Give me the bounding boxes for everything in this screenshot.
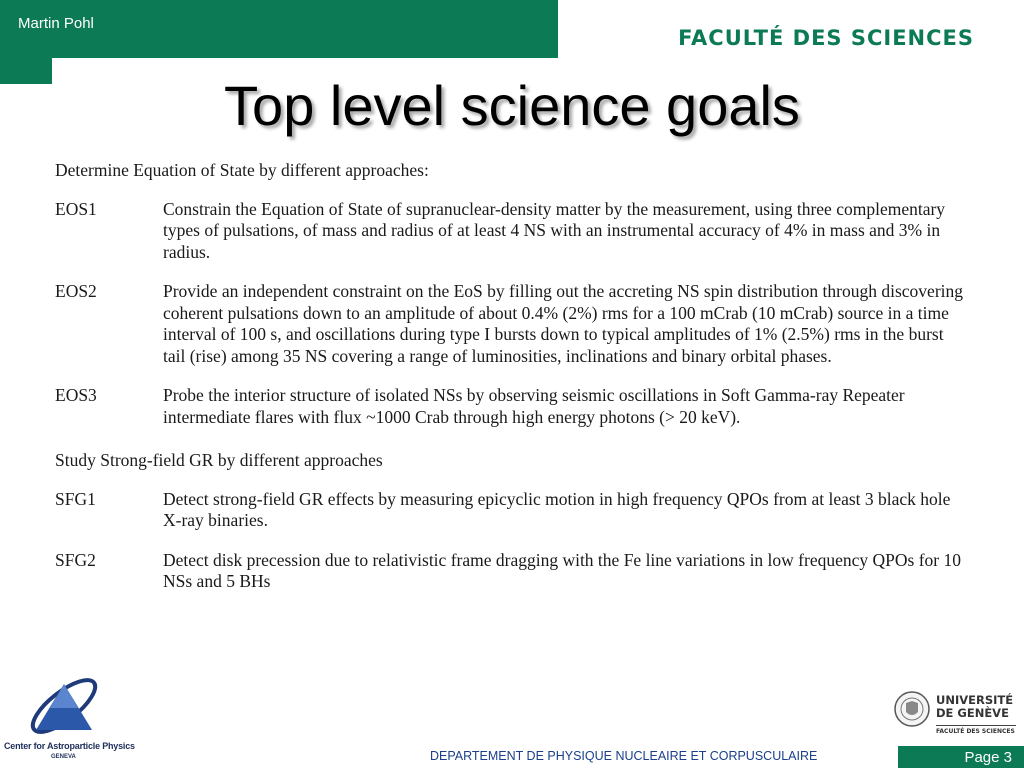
goal-text: Constrain the Equation of State of supranuclear-density matter by the measurement, using three complementary types of pulsations, of mass and radius of at least 4 NS with an instrumental accuracy of 4% in mass and 3% in radius. (163, 198, 946, 262)
section-heading-eos: Determine Equation of State by different approaches: (55, 160, 429, 180)
slide-content (55, 160, 975, 593)
goal-code: SFG1 (55, 488, 96, 509)
goal-row-sfg2 (55, 550, 975, 593)
goal-code: EOS1 (55, 198, 97, 219)
slide-title: Top level science goals (224, 74, 800, 137)
goal-text: Provide an independent constraint on the EoS by filling out the accreting NS spin distribution through discovering coherent pulsations down to an amplitude of about 0.4% (2%) rms for a 100 mCrab (10 mCrab) source in a time interval of 100 s, and oscillations during type I bursts down to typical amplitudes of 1% (2.5%) rms in the burst tail (rise) among 35 NS covering a range of luminosities, inclinations and binary orbital phases. (163, 281, 964, 366)
page-number: Page 3 (964, 749, 1012, 766)
unige-faculty: FACULTÉ DES SCIENCES (936, 728, 1015, 735)
department-name: DEPARTEMENT DE PHYSIQUE NUCLEAIRE ET CORPUSCULAIRE (430, 749, 818, 763)
goal-text: Detect disk precession due to relativistic frame dragging with the Fe line variations in low frequency QPOs for 10 NSs and 5 BHs (163, 549, 961, 591)
section-heading-gr: Study Strong-field GR by different approaches (55, 450, 383, 470)
goal-text: Probe the interior structure of isolated NSs by observing seismic oscillations in Soft Gamma-ray Repeater intermediate flares with flux ~1000 Crab through high energy photons (> 20 keV). (163, 385, 905, 427)
unige-line1: UNIVERSITÉ (936, 693, 1014, 707)
cap-city: GENEVA (51, 754, 76, 760)
goal-row-eos3 (55, 385, 975, 428)
goal-code: SFG2 (55, 549, 96, 570)
page-number-box (898, 746, 1024, 768)
goal-row-eos1 (55, 199, 975, 264)
unige-name (936, 694, 1013, 720)
goal-text: Detect strong-field GR effects by measuring epicyclic motion in high frequency QPOs from at least 3 black hole X-ray binaries. (163, 488, 951, 530)
goal-row-sfg1 (55, 489, 975, 532)
goal-code: EOS2 (55, 281, 97, 301)
goal-row-eos2 (55, 281, 975, 367)
unige-divider (936, 725, 1016, 726)
unige-line2: DE GENÈVE (936, 706, 1009, 720)
goal-code: EOS3 (55, 385, 97, 405)
faculty-header: FACULTÉ DES SCIENCES (678, 26, 974, 50)
unige-seal-icon (893, 690, 931, 728)
author-name: Martin Pohl (18, 15, 94, 32)
cap-name: Center for Astroparticle Physics (4, 741, 135, 751)
